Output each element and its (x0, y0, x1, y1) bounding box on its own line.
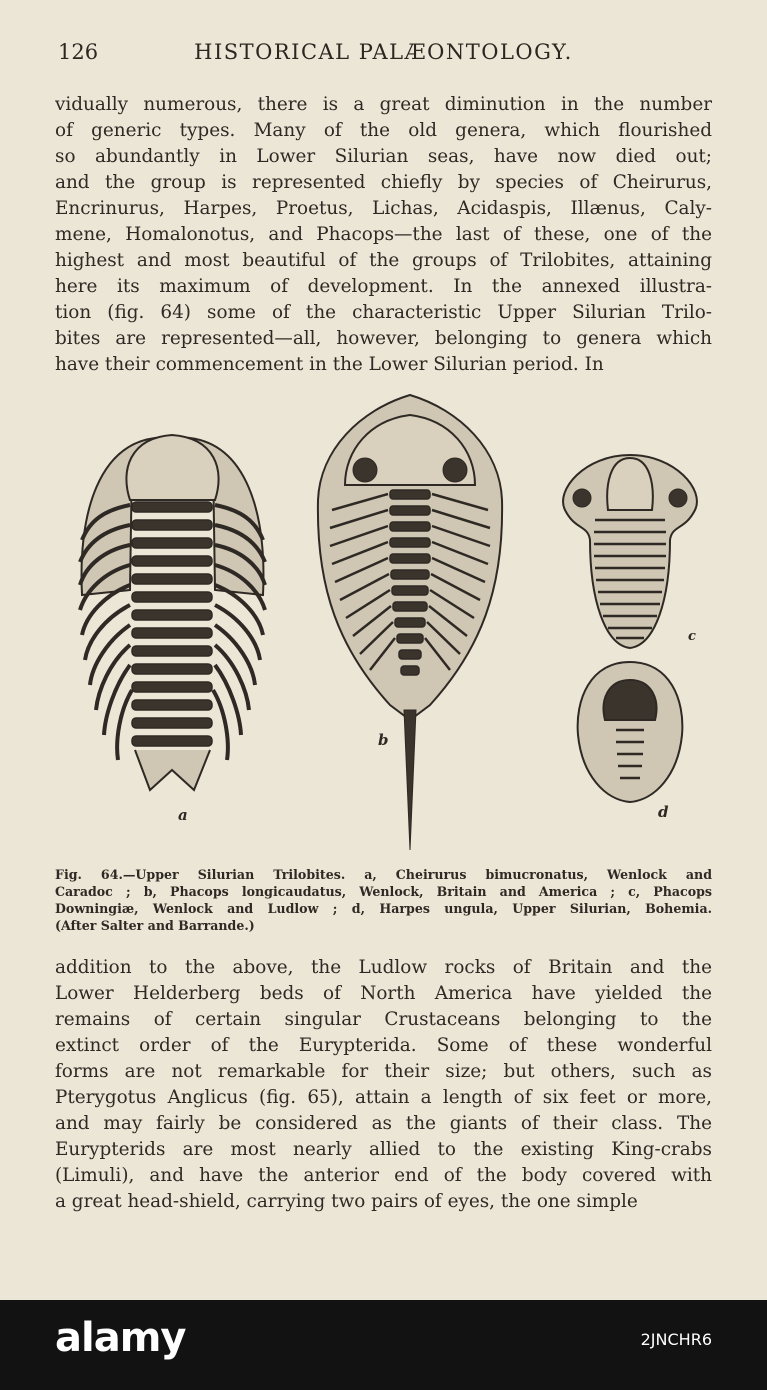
text-line: remains of certain singular Crustaceans belonging to the (55, 1009, 712, 1030)
text-line: here its maximum of development. In the annexed illustra- (55, 276, 712, 297)
text-line: of generic types. Many of the old genera, which flourished (55, 120, 712, 141)
text-line: addition to the above, the Ludlow rocks of Britain and the (55, 957, 712, 978)
text-line: mene, Homalonotus, and Phacops—the last of these, one of the (55, 224, 712, 245)
text-line: forms are not remarkable for their size; but others, such as (55, 1061, 712, 1082)
alamy-logo: alamy (55, 1315, 186, 1361)
text-line: extinct order of the Eurypterida. Some of these wonderful (55, 1035, 712, 1056)
figure-label-d: d (658, 803, 669, 821)
caption-line: Caradoc ; b, Phacops longicaudatus, Wenlock, Britain and America ; c, Phacops (55, 884, 712, 899)
text-line: (Limuli), and have the anterior end of the body covered with (55, 1165, 712, 1186)
text-line: highest and most beautiful of the groups of Trilobites, attaining (55, 250, 712, 271)
text-line: have their commencement in the Lower Silurian period. In (55, 354, 604, 375)
text-line: Encrinurus, Harpes, Proetus, Lichas, Acidaspis, Illænus, Caly- (55, 198, 712, 219)
page-header (0, 40, 767, 70)
page-number: 126 (58, 40, 99, 64)
text-line: tion (fig. 64) some of the characteristic Upper Silurian Trilo- (55, 302, 712, 323)
caption-line: Downingiæ, Wenlock and Ludlow ; d, Harpes ungula, Upper Silurian, Bohemia. (55, 901, 712, 916)
text-line: and the group is represented chiefly by species of Cheirurus, (55, 172, 712, 193)
caption-line: Fig. 64.—Upper Silurian Trilobites. a, Cheirurus bimucronatus, Wenlock and (55, 867, 712, 882)
text-line: and may fairly be considered as the giants of their class. The (55, 1113, 712, 1134)
trilobite-illustration (60, 390, 710, 860)
figure-label-a: a (178, 806, 188, 824)
figure-label-b: b (378, 731, 389, 749)
text-line: so abundantly in Lower Silurian seas, have now died out; (55, 146, 712, 167)
trilobite-c (563, 455, 697, 648)
trilobite-b (318, 395, 502, 850)
text-line: vidually numerous, there is a great diminution in the number (55, 94, 712, 115)
trilobite-d (578, 662, 683, 821)
running-title: HISTORICAL PALÆONTOLOGY. (194, 40, 573, 64)
image-code: 2JNCHR6 (640, 1330, 712, 1349)
trilobite-figure (60, 390, 710, 860)
trilobite-a (80, 435, 265, 824)
text-line: bites are represented—all, however, belonging to genera which (55, 328, 712, 349)
figure-label-c: c (688, 629, 696, 644)
stock-watermark-bar (0, 1300, 767, 1390)
text-line: Pterygotus Anglicus (fig. 65), attain a length of six feet or more, (55, 1087, 712, 1108)
caption-line: (After Salter and Barrande.) (55, 918, 255, 933)
paragraph-top (55, 92, 712, 378)
text-line: Lower Helderberg beds of North America have yielded the (55, 983, 712, 1004)
text-line: Eurypterids are most nearly allied to the existing King-crabs (55, 1139, 712, 1160)
figure-caption (55, 866, 712, 934)
paragraph-bottom (55, 955, 712, 1215)
text-line: a great head-shield, carrying two pairs of eyes, the one simple (55, 1191, 638, 1212)
